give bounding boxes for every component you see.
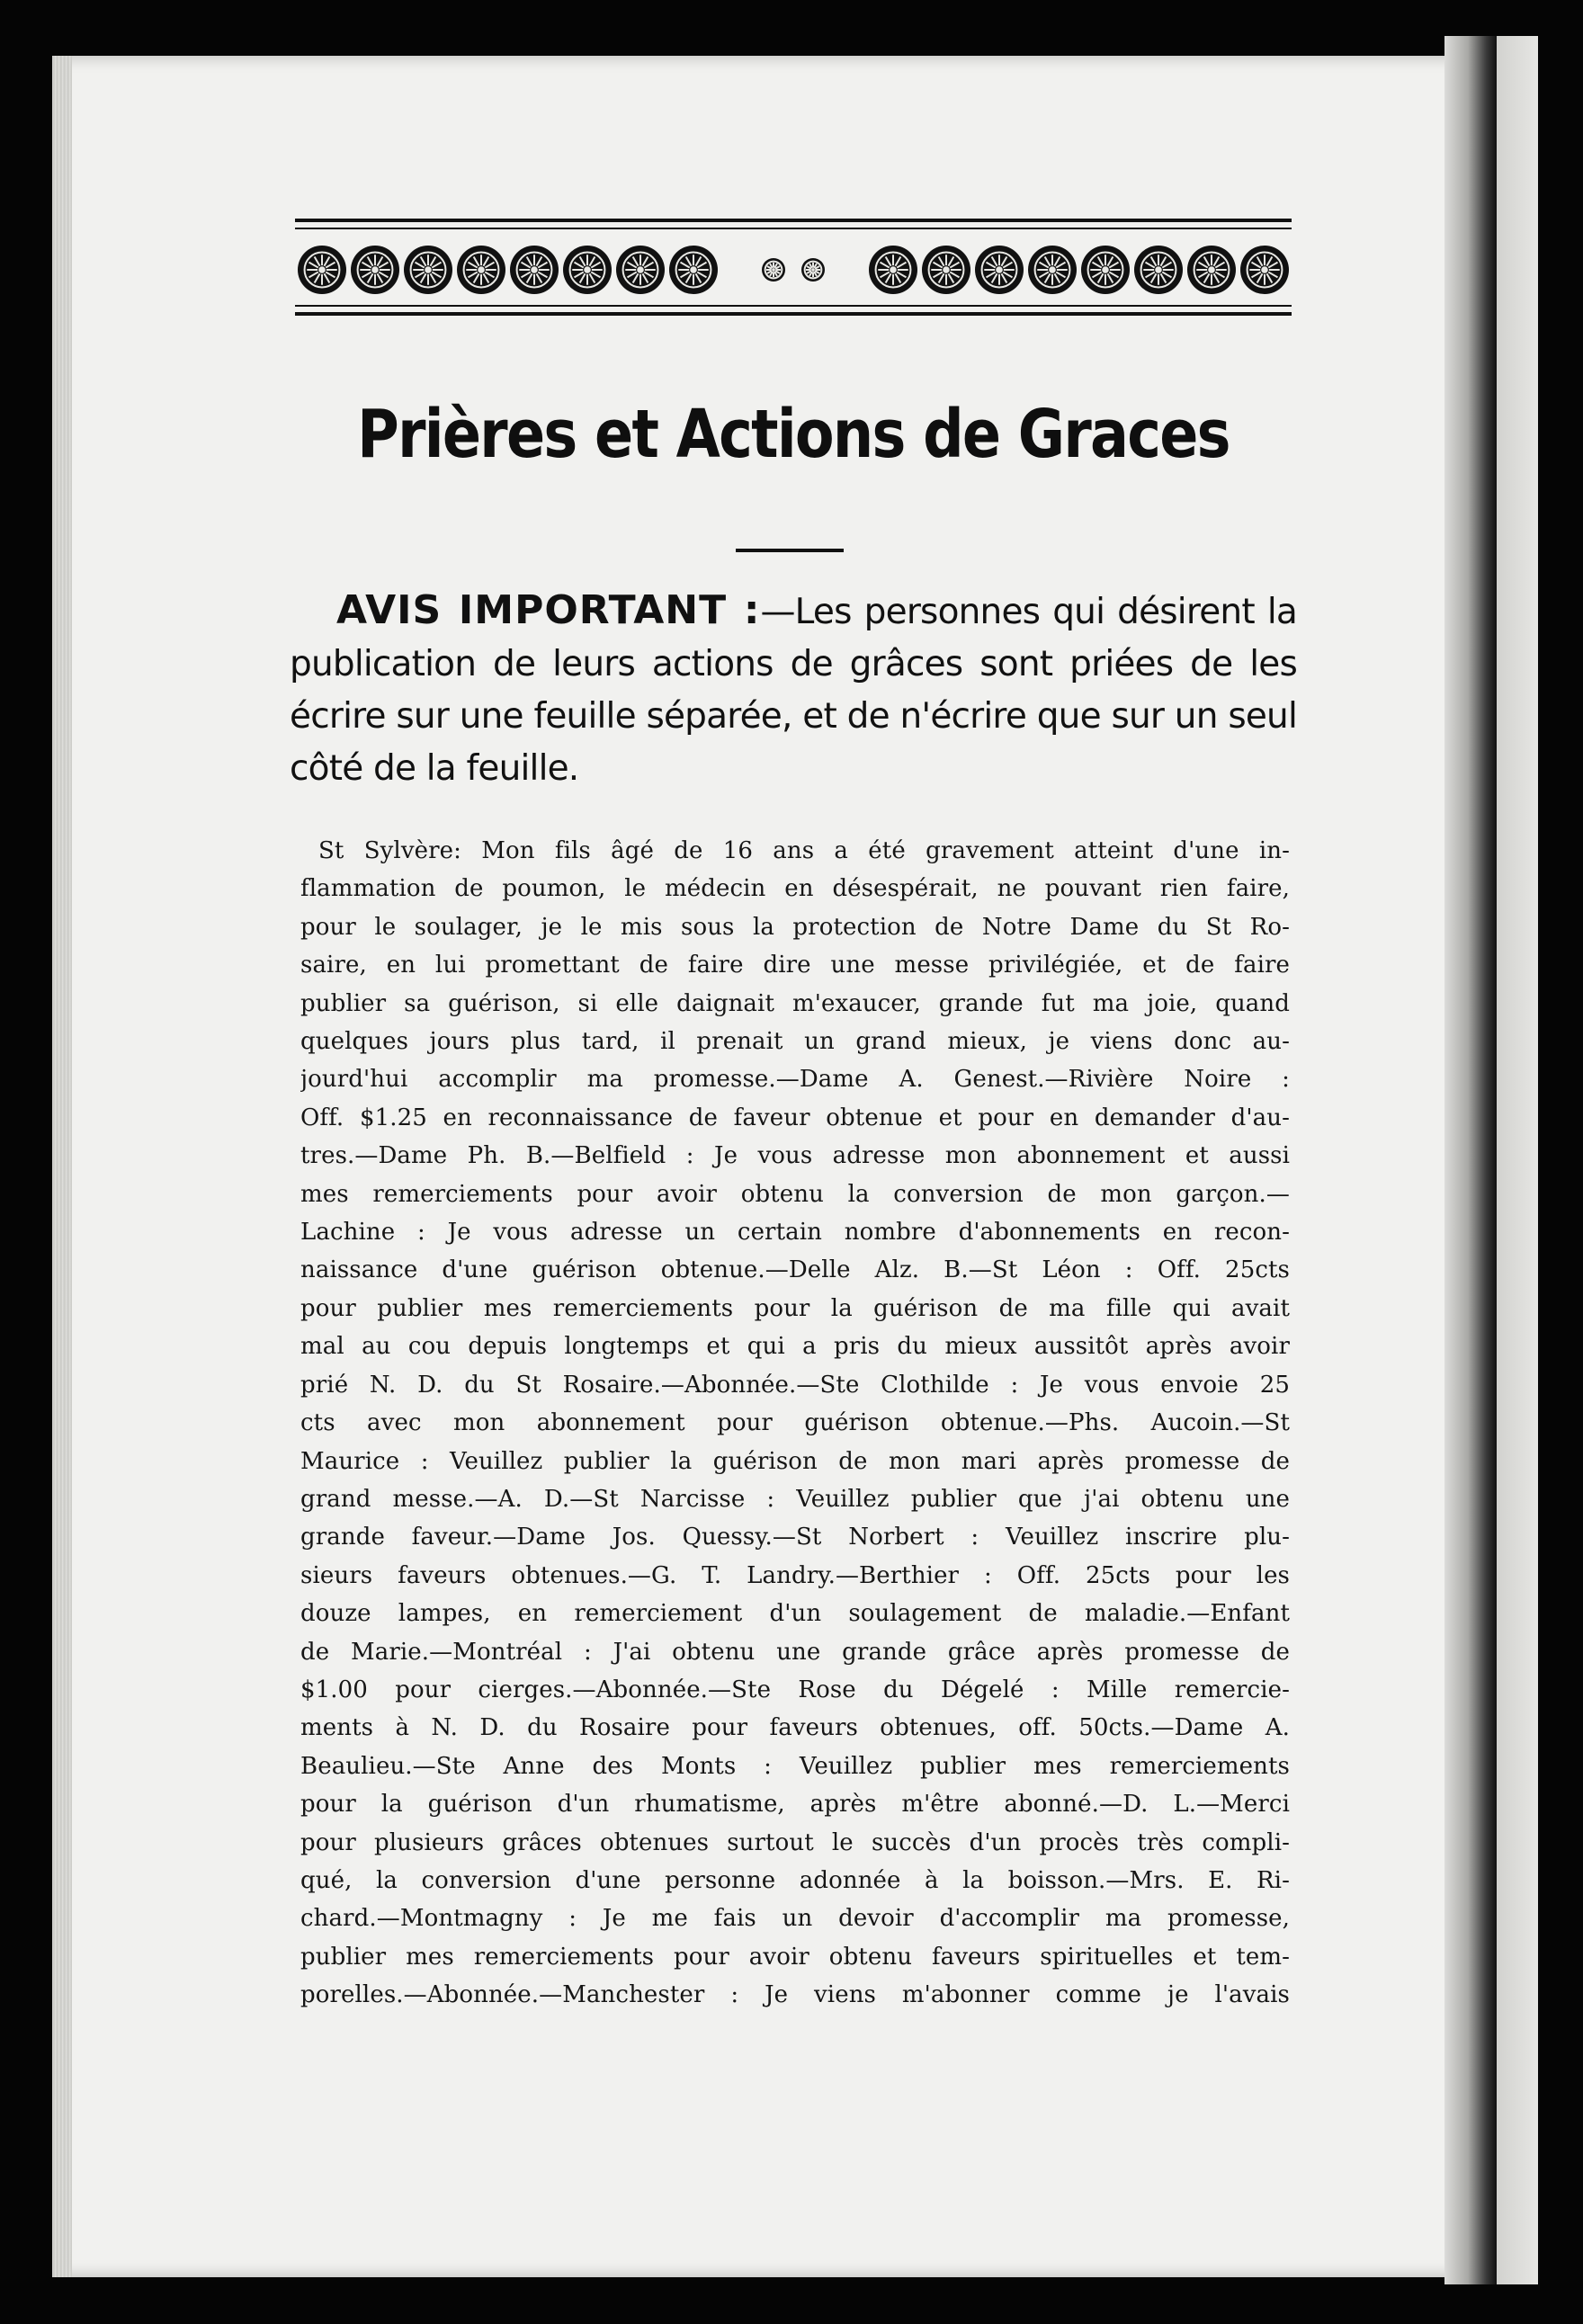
- rosette-icon: [1187, 246, 1236, 294]
- rosette-icon: [922, 246, 970, 294]
- rosette-row-icon: [295, 237, 1292, 303]
- body-line: tres.—Dame Ph. B.—Belfield : Je vous adresse mon abonnement et aussi: [300, 1142, 1290, 1170]
- body-line: mes remerciements pour avoir obtenu la conversion de mon garçon.—: [300, 1180, 1290, 1208]
- body-line: $1.00 pour cierges.—Abonnée.—Ste Rose du Dégelé : Mille remercie-: [300, 1676, 1290, 1703]
- ornamental-header-band: [295, 219, 1292, 317]
- rosette-icon: [404, 246, 452, 294]
- rosette-icon: [1134, 246, 1183, 294]
- rosette-icon: [1240, 246, 1289, 294]
- body-line: porelles.—Abonnée.—Manchester : Je viens m'abonner comme je l'avais: [300, 1981, 1290, 2009]
- ornament-rule-bottom-thin: [295, 305, 1292, 307]
- body-line: jourd'hui accomplir ma promesse.—Dame A. Genest.—Rivière Noire :: [300, 1066, 1290, 1094]
- page-title: Prières et Actions de Graces: [357, 396, 1230, 473]
- rosette-icon: [1028, 246, 1077, 294]
- binding-gutter: [1444, 36, 1497, 2284]
- body-line: saire, en lui promettant de faire dire une messe privilégiée, et de faire: [300, 952, 1290, 979]
- ornament-rule-top-thin: [295, 228, 1292, 229]
- next-page-edge: [1497, 36, 1538, 2284]
- rosette-icon: [616, 246, 665, 294]
- body-line: grand messe.—A. D.—St Narcisse : Veuillez publier que j'ai obtenu une: [300, 1485, 1290, 1513]
- body-line: douze lampes, en remerciement d'un soulagement de maladie.—Enfant: [300, 1600, 1290, 1628]
- body-line: Maurice : Veuillez publier la guérison de mon mari après promesse de: [300, 1447, 1290, 1475]
- notice-text: —Les personnes qui désirent la publication de leurs actions de grâces sont priées de les écrire sur une feuille séparée, et de n'écrire que sur un seul côté de la feuille.: [290, 592, 1297, 789]
- body-line: chard.—Montmagny : Je me fais un devoir d'accomplir ma promesse,: [300, 1905, 1290, 1933]
- body-line: Lachine : Je vous adresse un certain nombre d'abonnements en recon-: [300, 1219, 1290, 1247]
- rosette-icon: [510, 246, 559, 294]
- ornament-rule-top: [295, 219, 1292, 222]
- body-line: pour la guérison d'un rhumatisme, après m'être abonné.—D. L.—Merci: [300, 1791, 1290, 1819]
- rosette-icon: [975, 246, 1024, 294]
- body-line: Off. $1.25 en reconnaissance de faveur obtenue et pour en demander d'au-: [300, 1104, 1290, 1131]
- rosette-icon: [762, 258, 785, 282]
- rosette-icon: [669, 246, 718, 294]
- rosette-icon: [298, 246, 346, 294]
- body-line: pour le soulager, je le mis sous la protection de Notre Dame du St Ro-: [300, 913, 1290, 941]
- rosette-icon: [801, 258, 825, 282]
- page-edge-left: [52, 56, 72, 2277]
- rosette-icon: [869, 246, 917, 294]
- notice-lead: AVIS IMPORTANT :: [336, 587, 761, 633]
- body-line: qué, la conversion d'une personne adonnée à la boisson.—Mrs. E. Ri-: [300, 1866, 1290, 1894]
- body-line: publier mes remerciements pour avoir obtenu faveurs spirituelles et tem-: [300, 1943, 1290, 1971]
- body-line: grande faveur.—Dame Jos. Quessy.—St Norbert : Veuillez inscrire plu-: [300, 1524, 1290, 1551]
- body-line: flammation de poumon, le médecin en désespérait, ne pouvant rien faire,: [300, 875, 1290, 903]
- body-line: de Marie.—Montréal : J'ai obtenu une grande grâce après promesse de: [300, 1638, 1290, 1666]
- body-line: prié N. D. du St Rosaire.—Abonnée.—Ste Clothilde : Je vous envoie 25: [300, 1371, 1290, 1399]
- body-line: pour publier mes remerciements pour la guérison de ma fille qui avait: [300, 1294, 1290, 1322]
- rosette-icon: [351, 246, 399, 294]
- rosette-icon: [563, 246, 612, 294]
- body-line: St Sylvère: Mon fils âgé de 16 ans a été gravement atteint d'une in-: [318, 837, 1290, 864]
- body-line: publier sa guérison, si elle daignait m'exaucer, grande fut ma joie, quand: [300, 989, 1290, 1017]
- ornament-rule-bottom: [295, 312, 1292, 316]
- body-line: naissance d'une guérison obtenue.—Delle Alz. B.—St Léon : Off. 25cts: [300, 1256, 1290, 1284]
- thanksgiving-entries: [300, 832, 1290, 2015]
- rosette-icon: [1081, 246, 1130, 294]
- title-divider: [736, 549, 844, 552]
- body-line: quelques jours plus tard, il prenait un grand mieux, je viens donc au-: [300, 1028, 1290, 1056]
- body-line: pour plusieurs grâces obtenues surtout le succès d'un procès très compli-: [300, 1828, 1290, 1856]
- body-line: Beaulieu.—Ste Anne des Monts : Veuillez publier mes remerciements: [300, 1752, 1290, 1780]
- rosette-icon: [457, 246, 505, 294]
- body-line: cts avec mon abonnement pour guérison obtenue.—Phs. Aucoin.—St: [300, 1409, 1290, 1437]
- important-notice: [290, 585, 1297, 795]
- body-line: mal au cou depuis longtemps et qui a pris du mieux aussitôt après avoir: [300, 1333, 1290, 1361]
- body-line: ments à N. D. du Rosaire pour faveurs obtenues, off. 50cts.—Dame A.: [300, 1714, 1290, 1742]
- body-line: sieurs faveurs obtenues.—G. T. Landry.—Berthier : Off. 25cts pour les: [300, 1561, 1290, 1589]
